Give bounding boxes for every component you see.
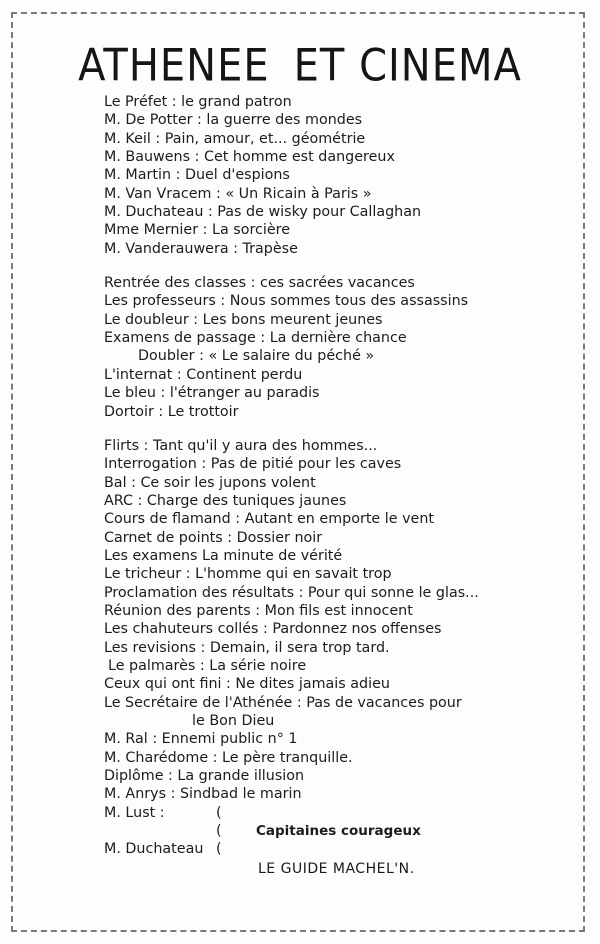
text-line: Rentrée des classes : ces sacrées vacances (104, 275, 415, 292)
text-line: M. Bauwens : Cet homme est dangereux (104, 149, 395, 166)
lust-label: M. Lust : (104, 804, 165, 821)
text-line: Mme Mernier : La sorcière (104, 222, 290, 239)
text-line: M. Anrys : Sindbad le marin (104, 786, 302, 803)
text-line: Cours de flamand : Autant en emporte le vent (104, 511, 435, 528)
text-line: Flirts : Tant qu'il y aura des hommes... (104, 437, 378, 454)
text-line: le Bon Dieu (192, 713, 275, 729)
text-line: M. Ral : Ennemi public n° 1 (104, 731, 298, 748)
text-line: ARC : Charge des tuniques jaunes (104, 492, 347, 509)
text-line: Carnet de points : Dossier noir (104, 529, 323, 546)
text-line: Réunion des parents : Mon fils est innocent (104, 602, 413, 619)
text-line-lust (104, 804, 524, 822)
text-line: Examens de passage : La dernière chance (104, 330, 407, 347)
bracket: ( (216, 823, 222, 840)
text-line: Le doubleur : Les bons meurent jeunes (104, 311, 383, 328)
text-line: Le Secrétaire de l'Athénée : Pas de vacances pour (104, 694, 462, 711)
text-line: M. Vanderauwera : Trapèse (104, 240, 298, 257)
text-line: Les examens La minute de vérité (104, 547, 343, 564)
text-line: Les professeurs : Nous sommes tous des assassins (104, 293, 469, 310)
duchateau-label: M. Duchateau (104, 841, 204, 858)
text-line: Le Préfet : le grand patron (104, 94, 292, 110)
text-line: Doubler : « Le salaire du péché » (138, 348, 375, 365)
text-line: M. Keil : Pain, amour, et... géométrie (104, 130, 366, 147)
group-staff (104, 93, 524, 258)
text-line-captains (104, 822, 524, 840)
page-title (0, 40, 600, 92)
text-line: Le palmarès : La série noire (108, 657, 307, 674)
text-line: M. Martin : Duel d'espions (104, 167, 290, 184)
text-line: Les chahuteurs collés : Pardonnez nos offenses (104, 621, 442, 638)
title-part-2: ET CINEMA (293, 40, 522, 92)
group-school-life (104, 274, 524, 421)
text-line-duchateau (104, 840, 524, 858)
bracket: ( (216, 804, 222, 821)
text-body (104, 93, 524, 859)
text-line: Les revisions : Demain, il sera trop tard. (104, 639, 390, 656)
text-line: L'internat : Continent perdu (104, 366, 303, 383)
text-line: Le tricheur : L'homme qui en savait trop (104, 566, 392, 583)
text-line: Bal : Ce soir les jupons volent (104, 474, 316, 491)
text-line: Dortoir : Le trottoir (104, 403, 239, 420)
text-line: Ceux qui ont fini : Ne dites jamais adieu (104, 676, 390, 693)
signature: LE GUIDE MACHEL'N. (258, 861, 415, 877)
text-line: M. Van Vracem : « Un Ricain à Paris » (104, 185, 372, 202)
text-line: Proclamation des résultats : Pour qui sonne le glas... (104, 584, 479, 601)
title-part-1: ATHENEE (78, 40, 270, 92)
group-year-events (104, 437, 524, 859)
text-line: M. De Potter : la guerre des mondes (104, 112, 363, 129)
bracket: ( (216, 841, 222, 858)
captains-label: Capitaines courageux (256, 823, 421, 840)
text-line: Interrogation : Pas de pitié pour les caves (104, 456, 402, 473)
text-line: Le bleu : l'étranger au paradis (104, 385, 320, 402)
text-line: M. Charédome : Le père tranquille. (104, 749, 353, 766)
text-line: Diplôme : La grande illusion (104, 768, 305, 785)
text-line: M. Duchateau : Pas de wisky pour Callaghan (104, 204, 422, 221)
